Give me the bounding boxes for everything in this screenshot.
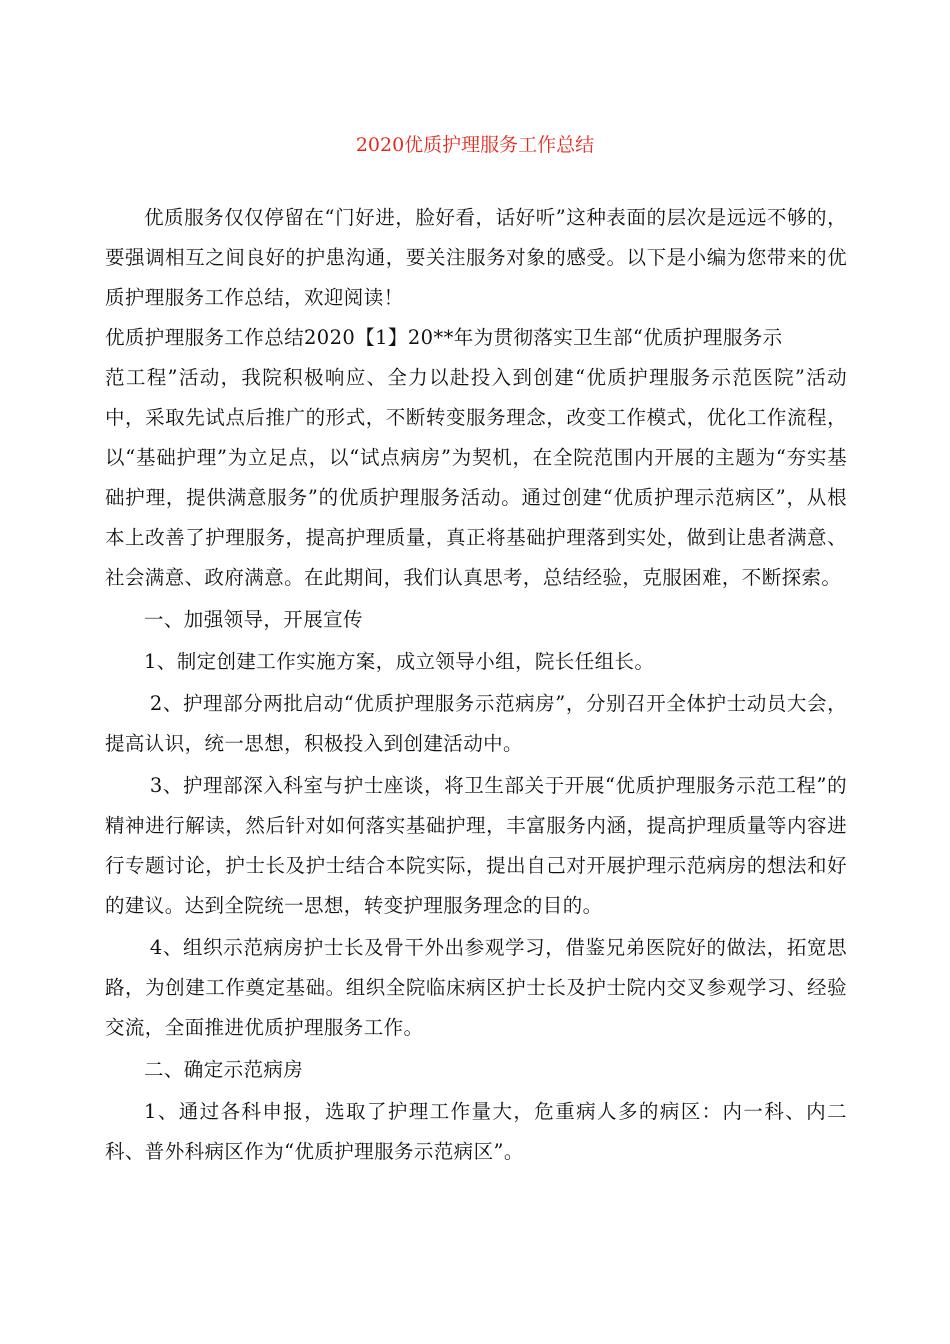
list-item-1-2: 2、护理部分两批启动“优质护理服务示范病房”，分别召开全体护士动员大会，提高认识，统一思想，积极投入到创建活动中。 <box>105 692 847 755</box>
document-body <box>105 198 847 1172</box>
list-item-1-3: 3、护理部深入科室与护士座谈，将卫生部关于开展“优质护理服务示范工程”的精神进行解读，然后针对如何落实基础护理，丰富服务内涵，提高护理质量等内容进行专题讨论，护士长及护士结合本院实际，提出自己对开展护理示范病房的想法和好的建议。达到全院统一思想，转变护理服务理念的目的。 <box>105 774 847 917</box>
list-item-1-4: 4、组织示范病房护士长及骨干外出参观学习，借鉴兄弟医院好的做法，拓宽思路，为创建工作奠定基础。组织全院临床病区护士长及护士院内交叉参观学习、经验交流，全面推进优质护理服务工作。 <box>105 936 847 1039</box>
subtitle-line: 优质护理服务工作总结2020【1】20**年为贯彻落实卫生部“优质护理服务示 <box>105 326 783 349</box>
list-item-1-1: 1、制定创建工作实施方案，成立领导小组，院长任组长。 <box>144 650 655 673</box>
section-heading-2: 二、确定示范病房 <box>144 1058 304 1081</box>
section-heading-1: 一、加强领导，开展宣传 <box>144 608 363 631</box>
intro-paragraph: 优质服务仅仅停留在“门好进，脸好看，话好听”这种表面的层次是远远不够的，要强调相互之间良好的护患沟通，要关注服务对象的感受。以下是小编为您带来的优质护理服务工作总结，欢迎阅读！ <box>105 206 847 309</box>
overview-paragraph: 范工程”活动，我院积极响应、全力以赴投入到创建“优质护理服务示范医院”活动中，采取先试点后推广的形式，不断转变服务理念，改变工作模式，优化工作流程，以“基础护理”为立足点，以“试点病房”为契机，在全院范围内开展的主题为“夯实基础护理，提供满意服务”的优质护理服务活动。通过创建“优质护理示范病区”，从根本上改善了护理服务，提高护理质量，真正将基础护理落到实处，做到让患者满意、社会满意、政府满意。在此期间，我们认真思考，总结经验，克服困难，不断探索。 <box>105 366 847 589</box>
list-item-2-1: 1、通过各科申报，选取了护理工作量大，危重病人多的病区：内一科、内二科、普外科病区作为“优质护理服务示范病区”。 <box>105 1100 847 1163</box>
document-title: 2020优质护理服务工作总结 <box>355 134 595 156</box>
